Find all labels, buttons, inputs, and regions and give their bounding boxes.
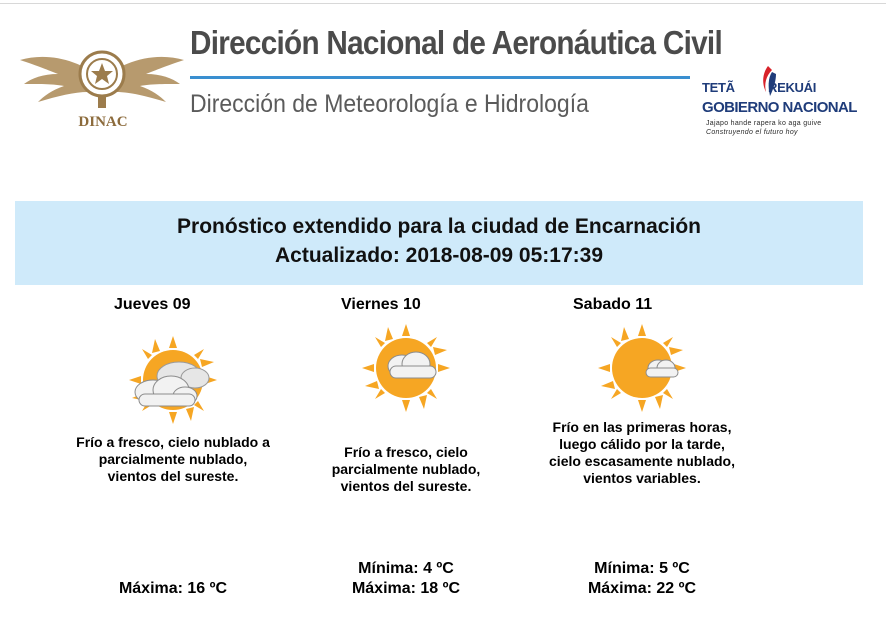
dinac-logo-text: DINAC xyxy=(78,114,128,130)
temp-min: Mínima: 4 ºC xyxy=(358,560,454,577)
title-underline xyxy=(190,76,690,79)
forecast-day-1 xyxy=(73,296,273,616)
forecast-day-2 xyxy=(306,296,506,616)
temp-max: Máxima: 16 ºC xyxy=(118,580,228,597)
day-description: Frío en las primeras horas, luego cálido por la tarde, cielo escasamente nublado, vientos variables. xyxy=(549,419,735,486)
day-name: Viernes 10 xyxy=(341,296,421,313)
gobierno-nacional-logo xyxy=(700,66,860,140)
day-description: Frío a fresco, cielo nublado a parcialmente nublado, vientos del sureste. xyxy=(76,434,270,484)
top-divider xyxy=(0,3,886,4)
temp-max: Máxima: 18 ºC xyxy=(351,580,461,597)
temp-max: Máxima: 22 ºC xyxy=(587,580,697,597)
page-subtitle: Dirección de Meteorología e Hidrología xyxy=(190,90,589,118)
forecast-banner xyxy=(15,201,863,285)
gov-logo-line2: GOBIERNO NACIONAL xyxy=(702,99,857,116)
gov-logo-rekuai: REKUÁI xyxy=(768,80,817,95)
partly-cloudy-icon xyxy=(360,322,452,414)
day-name: Jueves 09 xyxy=(114,296,191,313)
forecast-updated: Actualizado: 2018-08-09 05:17:39 xyxy=(275,244,603,267)
gov-logo-line4: Construyendo el futuro hoy xyxy=(706,129,798,136)
day-description: Frío a fresco, cielo parcialmente nublado, vientos del sureste. xyxy=(331,444,481,494)
day-name: Sabado 11 xyxy=(573,296,653,313)
forecast-day-3 xyxy=(542,296,742,616)
temp-min: Mínima: 5 ºC xyxy=(594,560,690,577)
sun-behind-clouds-icon xyxy=(127,334,219,426)
page-title: Dirección Nacional de Aeronáutica Civil xyxy=(190,24,722,61)
mostly-sunny-icon xyxy=(596,322,688,414)
forecast-title: Pronóstico extendido para la ciudad de Encarnación xyxy=(177,215,701,238)
gov-logo-line3: Jajapo hande rapera ko aga guive xyxy=(706,120,822,127)
gov-logo-teta: TETÃ xyxy=(702,80,735,95)
